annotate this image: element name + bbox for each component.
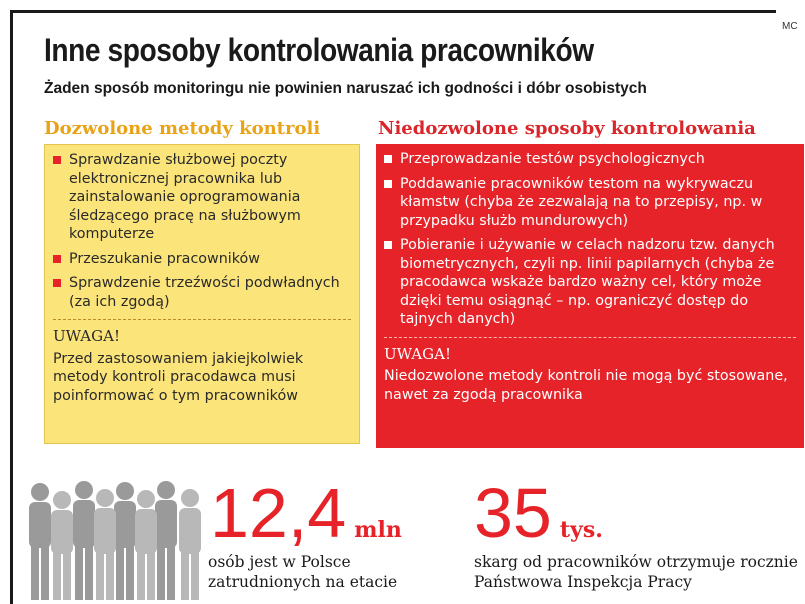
forbidden-methods-heading: Niedozwolone sposoby kontrolowania — [378, 118, 756, 139]
bullet-square-icon — [53, 156, 61, 164]
employed-stat-description: osób jest w Polsce zatrudnionych na etacie — [208, 553, 398, 591]
bullet-square-icon — [53, 255, 61, 263]
page-title: Inne sposoby kontrolowania pracowników — [44, 32, 594, 68]
list-item — [384, 150, 796, 169]
list-item-text: Przeprowadzanie testów psychologicznych — [400, 151, 705, 167]
list-item-text: Sprawdzanie służbowej poczty elektronicznej pracownika lub zainstalowanie oprogramowania śledzącego pracę na służbowym komputerze — [69, 152, 301, 242]
bullet-square-icon — [384, 180, 392, 188]
author-credit: MC — [782, 21, 798, 32]
list-item — [384, 175, 796, 231]
list-item-text: Przeszukanie pracowników — [69, 250, 260, 267]
employed-stat-unit: mln — [354, 517, 402, 543]
forbidden-note-text: Niedozwolone metody kontroli nie mogą być stosowane, nawet za zgodą pracownika — [384, 368, 788, 403]
bullet-square-icon — [53, 279, 61, 287]
list-item-text: Sprawdzenie trzeźwości podwładnych (za ich zgodą) — [69, 275, 340, 310]
employed-stat-number: 12,4 — [210, 474, 347, 552]
frame-left-rule — [10, 10, 13, 604]
list-item — [53, 151, 351, 244]
forbidden-note-heading: UWAGA! — [384, 344, 451, 363]
allowed-note-text: Przed zastosowaniem jakiejkolwiek metody kontroli pracodawca musi poinformować o tym pracowników — [53, 350, 304, 404]
people-silhouettes-icon — [22, 478, 212, 600]
frame-top-rule — [10, 10, 776, 13]
dashed-divider — [384, 337, 796, 338]
allowed-methods-list — [53, 151, 351, 311]
forbidden-methods-panel — [376, 144, 804, 448]
allowed-methods-heading: Dozwolone metody kontroli — [44, 118, 321, 139]
complaints-stat-description: skarg od pracowników otrzymuje rocznie Państwowa Inspekcja Pracy — [474, 553, 798, 591]
page-subtitle: Żaden sposób monitoringu nie powinien naruszać ich godności i dóbr osobistych — [44, 80, 647, 97]
bullet-square-icon — [384, 155, 392, 163]
list-item-text: Pobieranie i używanie w celach nadzoru tzw. danych biometrycznych, czyli np. linii papilarnych (chyba że pracodawca wskaże bardzo ważny cel, który może dzięki temu osiągnąć – np. ograniczyć dostęp do tajnych danych) — [400, 237, 775, 327]
list-item — [53, 274, 351, 311]
complaints-stat-number: 35 — [474, 474, 552, 552]
dashed-divider — [53, 319, 351, 320]
list-item-text: Poddawanie pracowników testom na wykrywaczu kłamstw (chyba że zezwalają na to przepisy, np. w przypadku służb mundurowych) — [400, 175, 763, 229]
bullet-square-icon — [384, 241, 392, 249]
complaints-stat-unit: tys. — [559, 517, 603, 543]
allowed-note-heading: UWAGA! — [53, 327, 120, 345]
list-item — [384, 236, 796, 329]
forbidden-methods-list — [384, 150, 796, 329]
allowed-methods-panel — [44, 144, 360, 444]
list-item — [53, 250, 351, 269]
